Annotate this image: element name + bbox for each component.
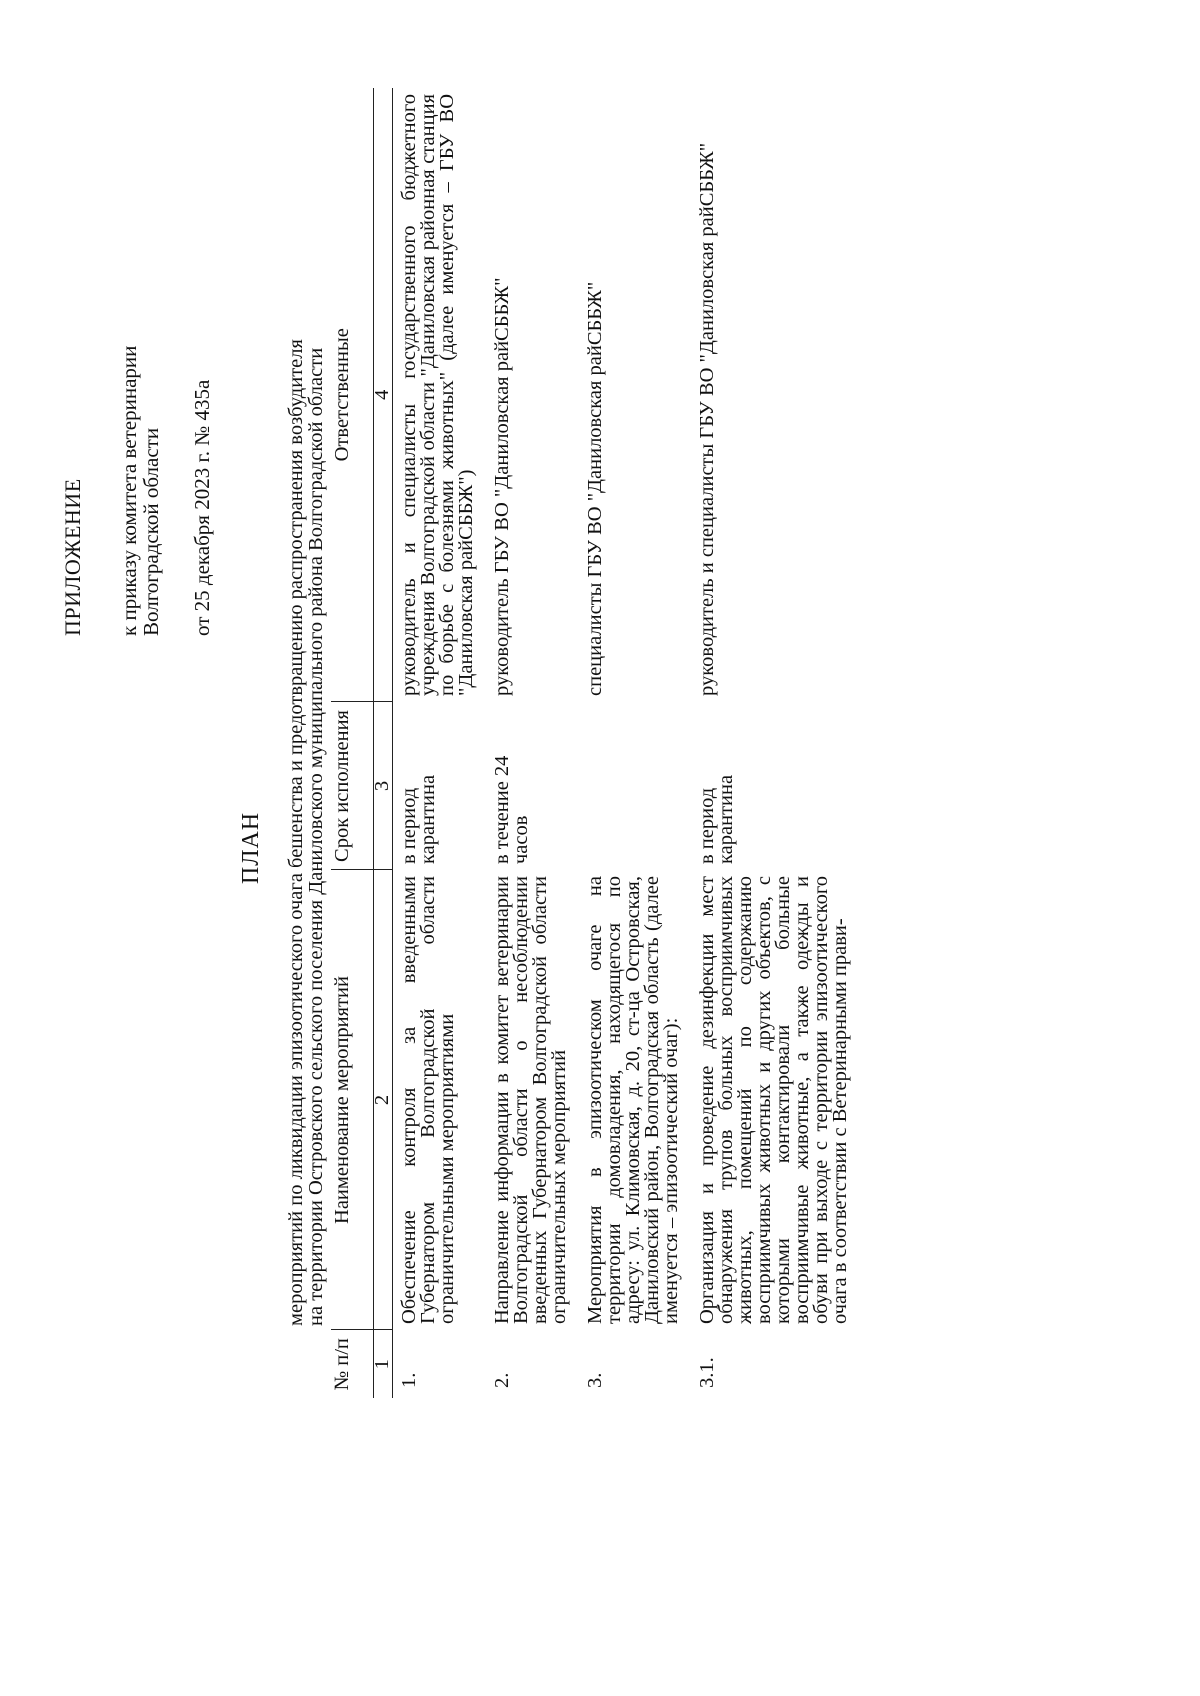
column-number-4: 4 bbox=[374, 88, 393, 702]
header-term: Срок исполнения bbox=[331, 702, 374, 870]
order-date: от 25 декабря 2023 г. № 435а bbox=[190, 379, 214, 636]
row-responsible: специалисты ГБУ ВО "Даниловская райСББЖ" bbox=[584, 281, 606, 696]
row-number: 1. bbox=[398, 1372, 420, 1388]
column-number-3: 3 bbox=[374, 702, 393, 870]
header-number: № п/п bbox=[331, 1330, 374, 1398]
plan-title: ПЛАН bbox=[238, 811, 264, 885]
appendix-heading: ПРИЛОЖЕНИЕ bbox=[60, 478, 85, 636]
row-activity: Обеспечение контроля за введенными Губернатором Волгоградской области ограничительными мероприятиями bbox=[398, 876, 458, 1324]
row-term: в период карантина bbox=[398, 774, 439, 864]
plan-subtitle bbox=[286, 66, 326, 1326]
header-responsible: Ответственные bbox=[331, 88, 374, 702]
header-activity: Наименование мероприятий bbox=[331, 870, 374, 1330]
row-responsible: руководитель и специалисты ГБУ ВО "Даниловская райСББЖ" bbox=[696, 142, 718, 696]
table-header-row bbox=[331, 88, 374, 1398]
plan-subtitle-line-2: на территории Островского сельского поселения Даниловского муниципального района Волгоградской области bbox=[305, 347, 327, 1326]
row-responsible: руководитель и специалисты государственного бюджетного учреждения Волгоградской области "Даниловская районная станция по борьбе с болезнями животных" (далее именуется – ГБУ ВО "Даниловская райСББЖ") bbox=[398, 94, 477, 696]
table-row bbox=[691, 88, 860, 1398]
plan-table bbox=[331, 88, 860, 1398]
plan-subtitle-line-1: мероприятий по ликвидации эпизоотического очага бешенства и предотвращению распространения возбудителя bbox=[285, 339, 307, 1326]
row-activity: Мероприятия в эпизоотическом очаге на территории домовладения, находящегося по адресу: ул. Климовская, д. 20, ст-ца Островская, Даниловский район, Волгоградская область (далее именуется – эпизоотический очаг): bbox=[584, 876, 682, 1324]
row-term: в течение 24 часов bbox=[491, 755, 532, 864]
table-column-numbers-row bbox=[374, 88, 393, 1398]
row-responsible: руководитель ГБУ ВО "Даниловская райСББЖ" bbox=[491, 277, 513, 696]
order-reference: к приказу комитета ветеринарии Волгоградской области bbox=[117, 345, 163, 636]
row-activity: Направление информации в комитет ветеринарии Волгоградской области о несоблюдении введенных Губернатором Волгоградской области ограничительных мероприятий bbox=[491, 876, 570, 1324]
table-row bbox=[486, 88, 579, 1398]
row-number: 3. bbox=[584, 1372, 606, 1388]
row-term bbox=[579, 702, 691, 870]
row-term: в период карантина bbox=[696, 774, 737, 864]
column-number-1: 1 bbox=[374, 1330, 393, 1398]
row-number: 2. bbox=[491, 1372, 513, 1388]
table-row bbox=[393, 88, 487, 1398]
column-number-2: 2 bbox=[374, 870, 393, 1330]
row-activity: Организация и проведение дезинфекции мест обнаружения трупов больных восприимчивых животных, помещений по содержанию восприимчивых животных и других объектов, с которыми контактировали больные восприимчивые животные, а также одежды и обуви при выходе с территории эпизоотического очага в соответствии с Ветеринарными прави- bbox=[696, 876, 851, 1324]
table-row bbox=[579, 88, 691, 1398]
row-number: 3.1. bbox=[696, 1357, 718, 1388]
